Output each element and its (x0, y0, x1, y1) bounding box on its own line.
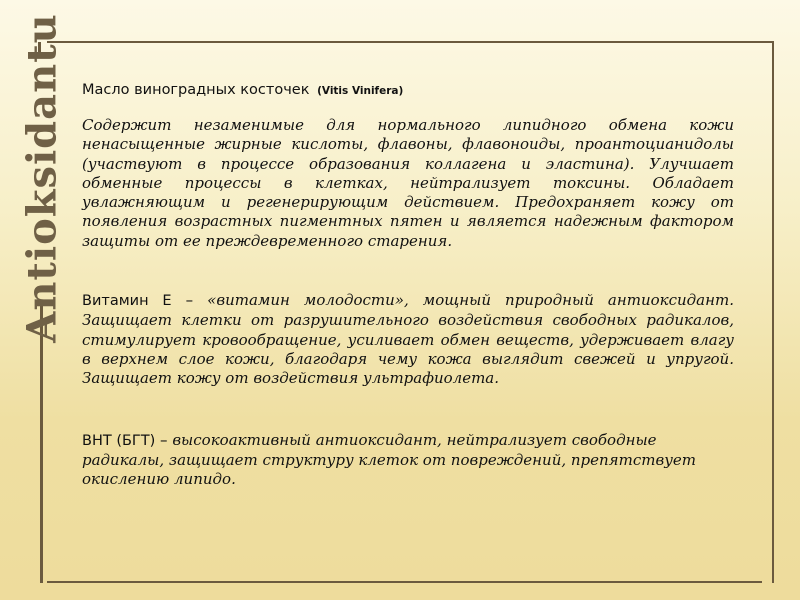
side-title: Antioksidantu (18, 13, 66, 343)
paragraph-bht (82, 431, 734, 490)
paragraph-dash: – (155, 430, 173, 449)
paragraph-term: ВНТ (БГТ) (82, 432, 156, 449)
paragraph-vitamin-e (82, 291, 734, 388)
heading-latin-name: (Vitis Vinifera) (317, 85, 404, 97)
paragraph-text: «витамин молодости», мощный природный антиоксидант. Защищает клетки от разрушительного воздействия свободных радикалов, стимулирует кровообращение, усиливает обмен веществ, удерживает влагу в верхнем слое кожи, благодаря чему кожа выглядит свежей и упругой. Защищает кожу от воздействия ультрафиолета. (82, 291, 734, 388)
heading-title: Масло виноградных косточек (82, 82, 310, 98)
paragraph-grape-seed-oil (82, 116, 734, 251)
paragraph-dash: – (171, 291, 208, 310)
paragraph-term: Витамин Е (82, 293, 172, 310)
main-content (82, 82, 734, 489)
frame-right-border (772, 41, 774, 583)
section-heading (82, 82, 734, 98)
paragraph-text: Содержит незаменимые для нормального липидного обмена кожи ненасыщенные жирные кислоты, флавоны, флавоноиды, проантоцианидолы (участвуют в процессе образования коллагена и эластина). Улучшает обменные процессы в клетках, нейтрализует токсины. Обладает увлажняющим и регенерирующим действием. Предохраняет кожу от появления возрастных пигментных пятен и является надежным фактором защиты от ее преждевременного старения. (82, 116, 734, 250)
frame-bottom-border (47, 581, 762, 583)
paragraph-text: высокоактивный антиоксидант, нейтрализует свободные радикалы, защищает структуру клеток от повреждений, препятствует окислению липидо. (82, 430, 696, 489)
frame-top-border (47, 41, 773, 43)
